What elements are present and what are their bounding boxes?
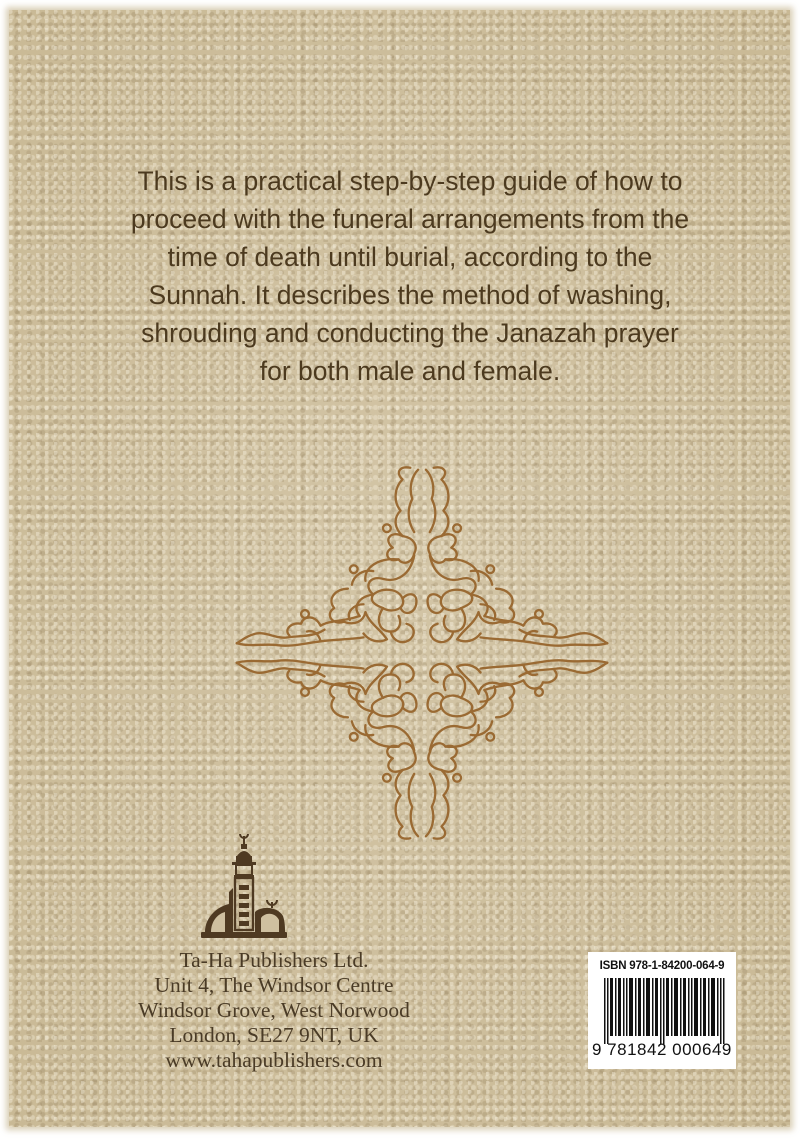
address-line: London, SE27 9NT, UK (169, 1023, 379, 1047)
blurb-line: shrouding and conducting the Janazah prayer (141, 318, 679, 348)
floral-ornament-icon (227, 458, 617, 848)
publisher-address (119, 948, 429, 1073)
blurb-line: Sunnah. It describes the method of washing, (148, 280, 672, 310)
barcode-icon (604, 978, 728, 1044)
barcode-digits: 9 781842 000649 (592, 1040, 732, 1059)
cover-blurb (97, 162, 723, 390)
blurb-line: proceed with the funeral arrangements from the (130, 204, 690, 234)
isbn-label: ISBN 978-1-84200-064-9 (599, 960, 725, 972)
mosque-minaret-logo-icon (199, 830, 289, 942)
address-line: Windsor Grove, West Norwood (138, 998, 410, 1022)
address-line: Unit 4, The Windsor Centre (154, 973, 394, 997)
publisher-name: Ta-Ha Publishers Ltd. (179, 948, 369, 972)
blurb-line: for both male and female. (259, 356, 561, 386)
publisher-website: www.tahapublishers.com (165, 1048, 383, 1072)
blurb-line: This is a practical step-by-step guide of how to (137, 166, 683, 196)
blurb-line: time of death until burial, according to the (167, 242, 653, 272)
isbn-barcode (588, 952, 736, 1069)
